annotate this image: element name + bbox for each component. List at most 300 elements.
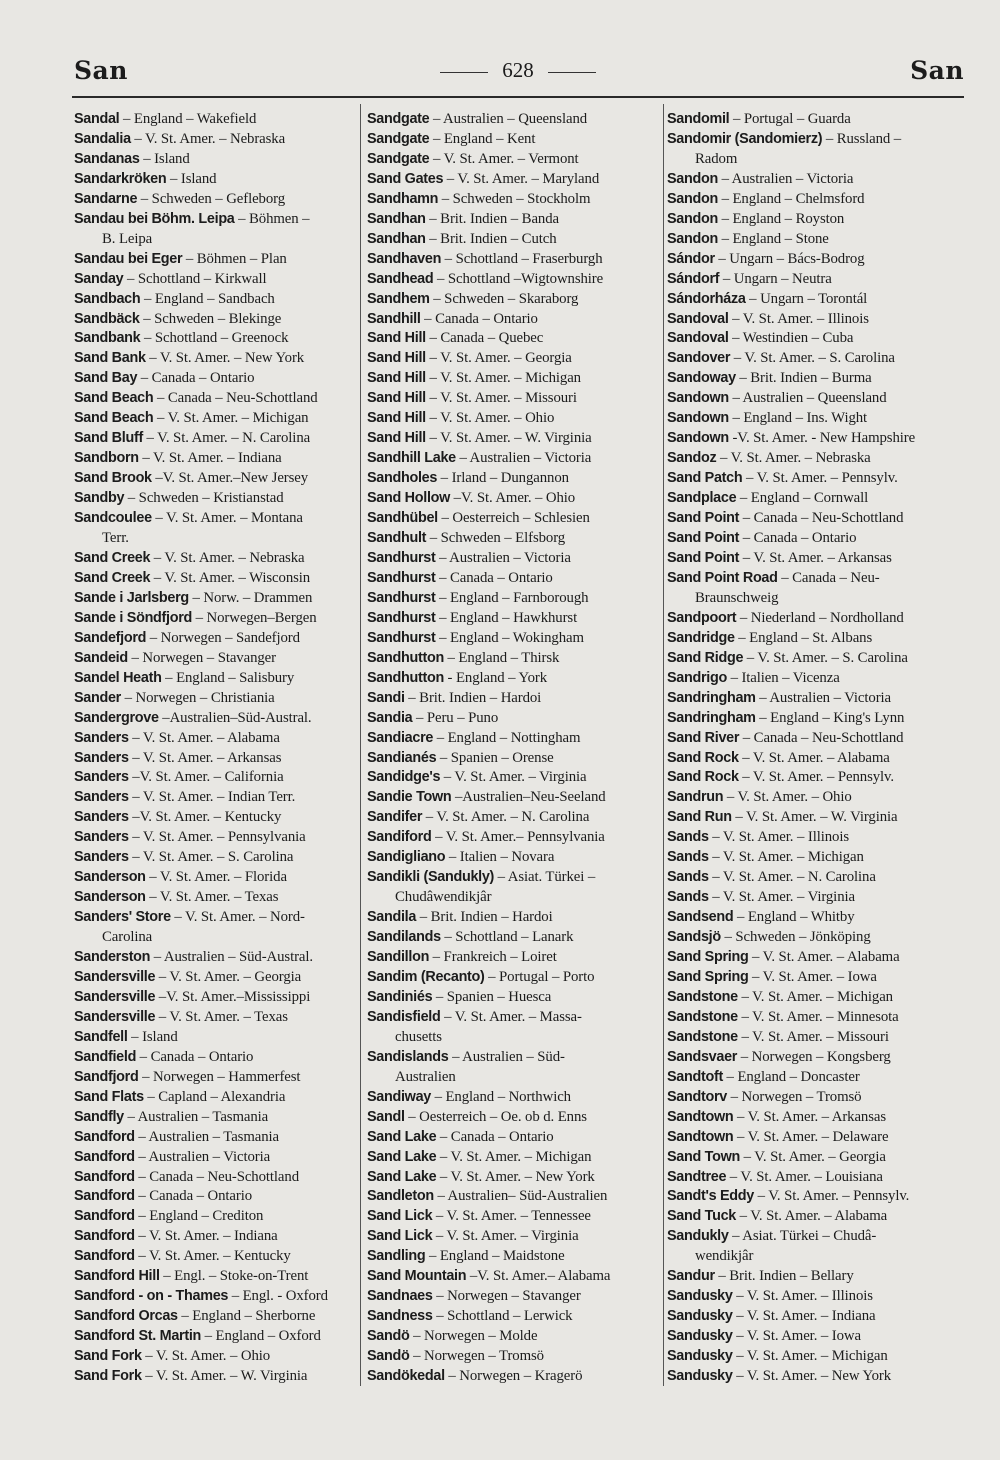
place-name: Sandover <box>667 350 731 367</box>
place-name: Sandhurst <box>367 629 436 646</box>
place-name: Sandholes <box>367 470 438 487</box>
gazetteer-entry <box>74 310 359 330</box>
place-location: – V. St. Amer. – Pennsylv. <box>738 769 894 786</box>
gazetteer-entry <box>367 549 662 569</box>
gazetteer-entry <box>367 369 662 389</box>
place-name: Sanderson <box>74 869 146 886</box>
place-location: – V. St. Amer. – Nebraska <box>150 549 305 566</box>
place-location: – Schweden – Blekinge <box>139 310 282 327</box>
gazetteer-entry <box>74 210 359 250</box>
place-name: Sandford <box>74 1188 135 1205</box>
header-rule <box>72 96 964 98</box>
gazetteer-entry <box>74 1227 359 1247</box>
place-location: – Ungarn – Neutra <box>719 270 832 287</box>
place-name: Sandridge <box>667 629 735 646</box>
place-name: Sandhamn <box>367 190 439 207</box>
place-location: – Schweden – Jönköping <box>720 929 871 946</box>
place-name: Sand Point <box>667 510 740 527</box>
place-name: Sandhurst <box>367 549 436 566</box>
place-name: Sand Hill <box>367 390 426 407</box>
place-name: Sandau bei Böhm. Leipa <box>74 210 235 227</box>
place-location: – Australien – Süd- <box>448 1048 565 1065</box>
gazetteer-entry <box>74 1008 359 1028</box>
gazetteer-entry <box>667 329 967 349</box>
place-location: – V. St. Amer. – Virginia <box>708 889 855 906</box>
place-name: Sand Hill <box>367 330 426 347</box>
place-location: – Norwegen–Bergen <box>192 609 317 626</box>
place-name: Sande i Jarlsberg <box>74 589 189 606</box>
place-location: – Oesterreich – Schlesien <box>437 510 590 527</box>
place-location: –V. St. Amer.– Alabama <box>466 1268 611 1285</box>
running-head-left: San <box>74 56 128 85</box>
place-location: – V. St. Amer. – Louisiana <box>726 1168 883 1185</box>
gazetteer-entry <box>667 1148 967 1168</box>
gazetteer-entry <box>667 1347 967 1367</box>
place-location: – V. St. Amer. – Massa- <box>440 1008 582 1025</box>
place-name: Sand Point Road <box>667 569 778 586</box>
gazetteer-entry <box>74 329 359 349</box>
place-name: Sandigliano <box>367 849 446 866</box>
place-location: – England – Royston <box>717 210 845 227</box>
gazetteer-entry <box>74 808 359 828</box>
place-name: Sandergrove <box>74 709 159 726</box>
place-name: Sandtown <box>667 1108 734 1125</box>
place-name: Sand River <box>667 729 740 746</box>
gazetteer-entry <box>667 1088 967 1108</box>
gazetteer-entry <box>74 589 359 609</box>
gazetteer-entry <box>74 549 359 569</box>
gazetteer-entry <box>74 669 359 689</box>
gazetteer-entry <box>74 729 359 749</box>
place-name: Sandplace <box>667 490 737 507</box>
gazetteer-entry <box>367 689 662 709</box>
place-location: – Australien – Süd-Austral. <box>150 949 313 966</box>
gazetteer-entry <box>367 329 662 349</box>
gazetteer-entry <box>74 629 359 649</box>
gazetteer-entry <box>74 1128 359 1148</box>
place-name: Sandusky <box>667 1288 733 1305</box>
place-name: Sand Creek <box>74 549 151 566</box>
place-name: Sand Run <box>667 809 732 826</box>
gazetteer-entry <box>367 190 662 210</box>
place-location: – V. St. Amer. – Illinois <box>708 829 850 846</box>
place-name: Sanders <box>74 769 129 786</box>
place-name: Sandalia <box>74 130 131 147</box>
gazetteer-entry <box>74 1148 359 1168</box>
gazetteer-entry <box>367 449 662 469</box>
place-name: Sanderson <box>74 889 146 906</box>
gazetteer-entry <box>367 409 662 429</box>
gazetteer-entry <box>667 1128 967 1148</box>
place-location: – Australien – Victoria <box>134 1148 271 1165</box>
gazetteer-entry <box>74 389 359 409</box>
gazetteer-entry <box>667 808 967 828</box>
place-name: Sandisfield <box>367 1008 441 1025</box>
place-location: – V. St. Amer. – Florida <box>145 869 287 886</box>
place-name: Sanders <box>74 729 129 746</box>
place-location-continued: chusetts <box>395 1028 442 1045</box>
place-location: – Norwegen – Tromsö <box>409 1348 544 1365</box>
place-location: – Canada – Ontario <box>435 569 553 586</box>
place-name: Sandrigo <box>667 669 727 686</box>
place-location: – V. St. Amer. – Missouri <box>425 390 577 407</box>
place-location: – Brit. Indien – Hardoi <box>416 909 553 926</box>
gazetteer-entry <box>74 569 359 589</box>
page-number-block <box>72 58 964 83</box>
place-location: – V. St. Amer. – Virginia <box>432 1228 579 1245</box>
gazetteer-entry <box>74 988 359 1008</box>
place-location: – V. St. Amer. – Pennsylv. <box>753 1188 910 1205</box>
place-location: – V. St. Amer. – Iowa <box>732 1328 861 1345</box>
gazetteer-entry <box>667 1187 967 1207</box>
place-location: – V. St. Amer. – New York <box>436 1168 595 1185</box>
place-name: Sandness <box>367 1308 433 1325</box>
gazetteer-entry <box>74 1267 359 1287</box>
place-name: Sanderston <box>74 949 151 966</box>
gazetteer-entry <box>74 489 359 509</box>
place-name: Sand Spring <box>667 949 749 966</box>
gazetteer-entry <box>367 1128 662 1148</box>
place-location: – Canada – Neu-Schottland <box>739 729 904 746</box>
place-location-continued: Australien <box>395 1068 456 1085</box>
place-name: Sandfield <box>74 1048 137 1065</box>
place-location: – V. St. Amer. – Minnesota <box>737 1008 899 1025</box>
place-location: –V. St. Amer. – Kentucky <box>128 809 282 826</box>
place-location: – V. St. Amer. – Alabama <box>736 1208 888 1225</box>
place-name: Sandel Heath <box>74 669 162 686</box>
place-name: Sandö <box>367 1348 410 1365</box>
place-name: Sandilands <box>367 929 441 946</box>
gazetteer-entry <box>74 828 359 848</box>
place-name: Sandi <box>367 689 405 706</box>
place-name: Sandstone <box>667 988 738 1005</box>
place-name: Sandon <box>667 190 718 207</box>
place-location: – Ungarn – Torontál <box>745 290 868 307</box>
place-location: – Canada – Neu- <box>777 569 880 586</box>
gazetteer-entry <box>74 449 359 469</box>
gazetteer-entry <box>367 629 662 649</box>
place-name: Sanders <box>74 849 129 866</box>
gazetteer-entry <box>74 1187 359 1207</box>
place-location: – V. St. Amer. – Arkansas <box>733 1108 887 1125</box>
place-location: – England – Maidstone <box>425 1248 565 1265</box>
place-location: – Australien – Victoria <box>755 689 891 706</box>
place-name: Sandfjord <box>74 1068 139 1085</box>
gazetteer-entry <box>74 709 359 729</box>
place-location: – V. St. Amer. – Iowa <box>748 968 877 985</box>
place-name: Sandon <box>667 170 718 187</box>
place-location: – England – Cornwall <box>736 490 869 507</box>
place-location: – Italien – Vicenza <box>726 669 840 686</box>
place-name: Sanders' Store <box>74 909 171 926</box>
place-location: – V. St. Amer. – Missouri <box>737 1028 889 1045</box>
running-head-right: San <box>910 56 964 85</box>
gazetteer-entry <box>74 409 359 429</box>
place-name: Sandiniés <box>367 988 433 1005</box>
place-name: Sands <box>667 829 709 846</box>
place-name: Sandiacre <box>367 729 434 746</box>
place-name: Sanders <box>74 749 129 766</box>
gazetteer-entry <box>667 1168 967 1188</box>
place-location: – Norwegen – Christiania <box>121 689 275 706</box>
gazetteer-entry <box>367 609 662 629</box>
gazetteer-entry <box>667 529 967 549</box>
gazetteer-column-2 <box>367 110 662 1387</box>
gazetteer-entry <box>367 788 662 808</box>
place-name: Sandim (Recanto) <box>367 968 485 985</box>
place-location: –V. St. Amer. – Ohio <box>450 490 576 507</box>
gazetteer-entry <box>667 1108 967 1128</box>
place-name: Sandusky <box>667 1348 733 1365</box>
place-name: Sandomir (Sandomierz) <box>667 130 823 147</box>
place-location: – England – Thirsk <box>443 649 560 666</box>
gazetteer-entry <box>367 1347 662 1367</box>
gazetteer-entry <box>74 150 359 170</box>
gazetteer-entry <box>74 190 359 210</box>
place-location: – Russland – <box>822 130 902 147</box>
gazetteer-entry <box>667 230 967 250</box>
place-location: – V. St. Amer. – Ohio <box>425 410 555 427</box>
place-location: – V. St. Amer. – Michigan <box>425 370 581 387</box>
gazetteer-entry <box>367 230 662 250</box>
place-location: – Schottland – Lerwick <box>432 1308 573 1325</box>
gazetteer-entry <box>74 609 359 629</box>
place-location: – V. St. Amer. – N. Carolina <box>708 869 876 886</box>
place-name: Sand Fork <box>74 1348 142 1365</box>
gazetteer-entry <box>74 689 359 709</box>
place-location: – Portugal – Porto <box>484 968 595 985</box>
place-name: Sandarkröken <box>74 170 167 187</box>
gazetteer-entry <box>667 928 967 948</box>
place-location: – V. St. Amer. – Indiana <box>134 1228 278 1245</box>
place-name: Sandomil <box>667 111 730 127</box>
gazetteer-entry <box>74 848 359 868</box>
place-name: Sandsvaer <box>667 1048 738 1065</box>
place-location: – England – King's Lynn <box>755 709 905 726</box>
place-location: – V. St. Amer. – Michigan <box>737 988 893 1005</box>
place-name: Sand Lick <box>367 1208 433 1225</box>
place-location: -V. St. Amer. - New Hampshire <box>728 430 916 447</box>
place-name: Sandikli (Sandukly) <box>367 869 495 886</box>
place-location: – V. St. Amer. – Tennessee <box>432 1208 591 1225</box>
place-name: Sandur <box>667 1268 715 1285</box>
gazetteer-entry <box>667 1287 967 1307</box>
gazetteer-entry <box>667 349 967 369</box>
place-location: - England – York <box>443 669 548 686</box>
place-location: – V. St. Amer. – Pennsylvania <box>128 829 306 846</box>
place-name: Sandford Orcas <box>74 1308 178 1325</box>
place-name: Sandford <box>74 1148 135 1165</box>
place-location: – England – Wokingham <box>435 629 584 646</box>
place-name: Sandsjö <box>667 929 721 946</box>
place-name: Sandborn <box>74 450 139 467</box>
place-location: – V. St. Amer. – Michigan <box>436 1148 592 1165</box>
place-name: Sandbank <box>74 330 141 347</box>
page-header <box>72 56 964 96</box>
place-name: Sandford <box>74 1168 135 1185</box>
place-name: Sandford St. Martin <box>74 1328 202 1345</box>
gazetteer-entry <box>74 429 359 449</box>
gazetteer-entry <box>667 1028 967 1048</box>
gazetteer-entry <box>367 1168 662 1188</box>
place-location-continued: wendikjâr <box>695 1248 754 1265</box>
gazetteer-entry <box>74 290 359 310</box>
gazetteer-entry <box>367 968 662 988</box>
place-location: – V. St. Amer. – Nebraska <box>716 450 871 467</box>
place-name: Sandidge's <box>367 769 441 786</box>
gazetteer-entry <box>667 609 967 629</box>
place-name: Sand Beach <box>74 390 154 407</box>
gazetteer-entry <box>667 828 967 848</box>
place-name: Sandoval <box>667 310 729 327</box>
gazetteer-entry <box>367 429 662 449</box>
place-name: Sand Mountain <box>367 1268 467 1285</box>
place-location: – Engl. - Oxford <box>228 1288 328 1305</box>
gazetteer-entry <box>367 130 662 150</box>
place-name: Sandown <box>667 430 729 447</box>
place-location: – V. St. Amer.– Pennsylvania <box>431 829 605 846</box>
place-location: – Canada – Ontario <box>134 1188 253 1205</box>
place-location: – Norwegen – Stavanger <box>432 1288 581 1305</box>
place-name: Sand Patch <box>667 470 743 487</box>
place-location: – Irland – Dungannon <box>437 470 569 487</box>
gazetteer-entry <box>667 369 967 389</box>
place-name: Sanders <box>74 809 129 826</box>
place-name: Sand Lake <box>367 1128 437 1145</box>
place-name: Sandianés <box>367 749 437 766</box>
place-name: Sand Bay <box>74 370 138 387</box>
gazetteer-entry <box>74 1168 359 1188</box>
place-location: – V. St. Amer. – Pennsylv. <box>742 470 898 487</box>
place-name: Sandling <box>367 1248 426 1265</box>
place-name: Sandökedal <box>367 1368 445 1385</box>
place-location: – V. St. Amer. – Alabama <box>128 729 280 746</box>
place-name: Sandtree <box>667 1168 727 1185</box>
place-location: – England – Crediton <box>134 1208 264 1225</box>
place-location: – England – Oxford <box>201 1328 321 1345</box>
gazetteer-entry <box>367 1367 662 1387</box>
place-location: – Island <box>166 170 217 187</box>
place-location: – Canada – Ontario <box>436 1128 554 1145</box>
gazetteer-entry <box>667 669 967 689</box>
place-name: Sand Rock <box>667 769 739 786</box>
place-location: – V. St. Amer. – S. Carolina <box>743 649 908 666</box>
gazetteer-entry <box>367 489 662 509</box>
place-location: – V. St. Amer. – New York <box>732 1368 892 1385</box>
place-name: Sand Lake <box>367 1168 437 1185</box>
place-location: – V. St. Amer. – Georgia <box>739 1148 886 1165</box>
gazetteer-entry <box>367 1227 662 1247</box>
gazetteer-entry <box>367 210 662 230</box>
place-name: Sandgate <box>367 111 430 127</box>
gazetteer-entry <box>667 310 967 330</box>
place-location: – Capland – Alexandria <box>143 1088 286 1105</box>
place-name: Sand Beach <box>74 410 154 427</box>
place-location: – V. St. Amer. – Vermont <box>429 150 579 167</box>
place-location: – Canada – Ontario <box>137 370 255 387</box>
place-location: – Norwegen – Stavanger <box>127 649 276 666</box>
gazetteer-entry <box>367 569 662 589</box>
gazetteer-entry <box>367 669 662 689</box>
place-name: Sandersville <box>74 968 156 985</box>
place-location: – Norwegen – Kongsberg <box>737 1048 891 1065</box>
place-name: Sandt's Eddy <box>667 1188 754 1205</box>
place-location: – V. St. Amer. – Maryland <box>443 170 600 187</box>
gazetteer-entry <box>367 709 662 729</box>
gazetteer-entry <box>74 1247 359 1267</box>
place-name: Sandoway <box>667 370 736 387</box>
place-name: Sand Point <box>667 530 740 547</box>
gazetteer-entry <box>367 908 662 928</box>
place-location: – Australien – Queensland <box>429 111 588 127</box>
place-name: Sandukly <box>667 1228 729 1245</box>
gazetteer-entry <box>667 1227 967 1267</box>
page-number: 628 <box>502 58 534 82</box>
place-name: Sandown <box>667 390 729 407</box>
place-location: – England – Doncaster <box>722 1068 860 1085</box>
place-location: – Brit. Indien – Hardoi <box>404 689 542 706</box>
gazetteer-entry <box>667 948 967 968</box>
place-location: – England – Sandbach <box>140 290 275 307</box>
place-name: Sand Spring <box>667 968 749 985</box>
place-location-continued: B. Leipa <box>102 230 153 247</box>
place-name: Sandford Hill <box>74 1268 160 1285</box>
gazetteer-entry <box>667 788 967 808</box>
place-location: – Westindien – Cuba <box>728 330 854 347</box>
place-location: – Canada – Neu-Schottland <box>739 510 904 527</box>
place-location: – Schweden – Elfsborg <box>426 530 566 547</box>
place-location: – Norwegen – Hammerfest <box>138 1068 301 1085</box>
place-location: – V. St. Amer. – Texas <box>155 1008 288 1025</box>
place-name: Sandia <box>367 709 413 726</box>
place-location: – V. St. Amer. – Ohio <box>723 789 852 806</box>
place-name: Sandhan <box>367 210 426 227</box>
place-location: – Norwegen – Molde <box>409 1328 538 1345</box>
place-name: Sands <box>667 849 709 866</box>
gazetteer-entry <box>74 130 359 150</box>
gazetteer-entry <box>367 1307 662 1327</box>
place-name: Sandbäck <box>74 310 140 327</box>
place-location: – V. St. Amer. – Delaware <box>733 1128 889 1145</box>
place-name: Sandleton <box>367 1188 434 1205</box>
place-location: – Oesterreich – Oe. ob d. Enns <box>404 1108 587 1125</box>
place-location: – V. St. Amer. – Indian Terr. <box>128 789 296 806</box>
place-location: – England – Wakefield <box>119 111 257 127</box>
place-name: Sandford <box>74 1228 135 1245</box>
place-name: Sándorháza <box>667 290 746 307</box>
place-location: – Australien– Süd-Australien <box>433 1188 608 1205</box>
place-name: Sandifer <box>367 809 423 826</box>
place-location: – England – Farnborough <box>435 589 589 606</box>
place-name: Sandhutton <box>367 669 444 686</box>
place-name: Sandhurst <box>367 609 436 626</box>
gazetteer-entry <box>367 170 662 190</box>
gazetteer-entry <box>667 868 967 888</box>
place-name: Sandhan <box>367 230 426 247</box>
column-divider-1 <box>360 104 361 1386</box>
gazetteer-entry <box>667 549 967 569</box>
place-name: Sandhübel <box>367 510 438 527</box>
gazetteer-entry <box>667 729 967 749</box>
gazetteer-entry <box>667 908 967 928</box>
place-location: – England – Chelmsford <box>717 190 865 207</box>
place-location: – Schottland – Lanark <box>440 929 574 946</box>
gazetteer-entry <box>667 509 967 529</box>
place-location-continued: Carolina <box>102 929 153 946</box>
place-location: – Spanien – Huesca <box>432 988 552 1005</box>
place-name: Sand Hollow <box>367 490 451 507</box>
place-location: – V. St. Amer. – W. Virginia <box>141 1368 308 1385</box>
